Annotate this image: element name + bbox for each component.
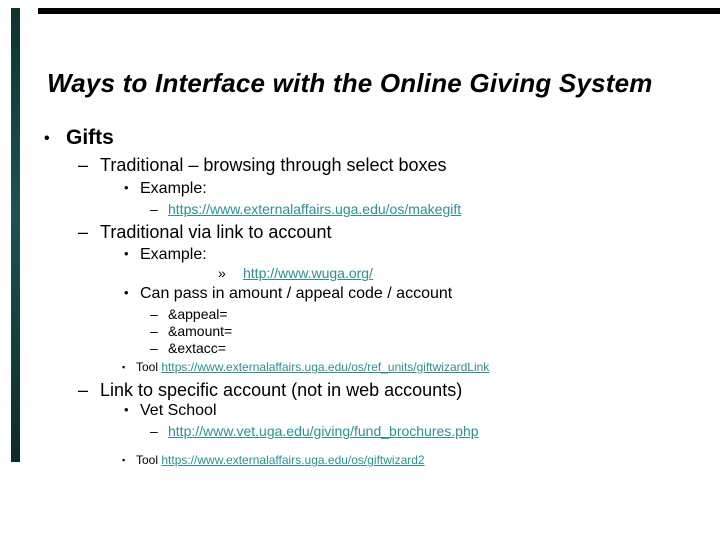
tool-label-2: Tool bbox=[136, 453, 162, 467]
appeal-param-label: &appeal= bbox=[168, 306, 228, 322]
dash-bullet-icon: – bbox=[150, 423, 158, 439]
example-1-label: Example: bbox=[140, 180, 207, 197]
dash-bullet-icon: – bbox=[150, 340, 158, 356]
bullet-tool-giftwizardlink bbox=[122, 360, 489, 374]
dash-bullet-icon: – bbox=[150, 306, 158, 322]
top-border-bar bbox=[38, 8, 720, 14]
bullet-traditional-select-boxes bbox=[78, 155, 447, 176]
bullet-vet-link bbox=[150, 423, 479, 439]
traditional-select-boxes-label: Traditional – browsing through select boxes bbox=[100, 155, 447, 175]
bullet-example-2 bbox=[124, 246, 207, 264]
bullet-dot-icon: • bbox=[124, 246, 129, 261]
bullet-extacc-param bbox=[150, 340, 226, 356]
bullet-amount-param bbox=[150, 323, 232, 339]
square-bullet-icon: ▪ bbox=[122, 362, 126, 372]
dash-bullet-icon: – bbox=[78, 380, 89, 400]
bullet-link-specific-account bbox=[78, 380, 462, 401]
example-2-label: Example: bbox=[140, 246, 207, 263]
can-pass-label: Can pass in amount / appeal code / account bbox=[140, 285, 453, 302]
bullet-appeal-param bbox=[150, 306, 228, 322]
amount-param-label: &amount= bbox=[168, 323, 233, 339]
bullet-vet-school bbox=[124, 402, 217, 420]
bullet-makegift-link bbox=[150, 201, 461, 217]
giftwizard2-link[interactable]: https://www.externalaffairs.uga.edu/os/giftwizard2 bbox=[161, 453, 425, 467]
bullet-tool-giftwizard2 bbox=[122, 453, 425, 467]
guillemet-bullet-icon: » bbox=[218, 265, 226, 281]
giftwizardlink-link[interactable]: https://www.externalaffairs.uga.edu/os/ref_units/giftwizardLink bbox=[161, 360, 490, 374]
bullet-traditional-via-link bbox=[78, 222, 331, 243]
bullet-wuga-link bbox=[218, 265, 373, 281]
gifts-label: Gifts bbox=[66, 126, 114, 149]
link-specific-account-label: Link to specific account (not in web accounts) bbox=[100, 380, 463, 400]
dash-bullet-icon: – bbox=[150, 201, 158, 217]
wuga-link[interactable]: http://www.wuga.org/ bbox=[243, 265, 373, 281]
left-border-bar bbox=[11, 8, 20, 462]
tool-label-1: Tool bbox=[136, 360, 162, 374]
dash-bullet-icon: – bbox=[78, 222, 89, 242]
bullet-dot-icon: • bbox=[44, 130, 50, 147]
bullet-example-1 bbox=[124, 180, 207, 198]
traditional-via-link-label: Traditional via link to account bbox=[100, 222, 332, 242]
bullet-gifts bbox=[44, 126, 114, 150]
bullet-can-pass bbox=[124, 285, 452, 303]
bullet-dot-icon: • bbox=[124, 180, 129, 195]
dash-bullet-icon: – bbox=[150, 323, 158, 339]
makegift-link[interactable]: https://www.externalaffairs.uga.edu/os/makegift bbox=[168, 201, 462, 217]
square-bullet-icon: ▪ bbox=[122, 455, 126, 465]
dash-bullet-icon: – bbox=[78, 155, 89, 175]
extacc-param-label: &extacc= bbox=[168, 340, 226, 356]
bullet-dot-icon: • bbox=[124, 285, 129, 300]
bullet-dot-icon: • bbox=[124, 402, 129, 417]
vet-school-label: Vet School bbox=[140, 402, 217, 419]
slide-title: Ways to Interface with the Online Giving System bbox=[47, 68, 653, 99]
vet-fund-brochures-link[interactable]: http://www.vet.uga.edu/giving/fund_brochures.php bbox=[168, 423, 479, 439]
